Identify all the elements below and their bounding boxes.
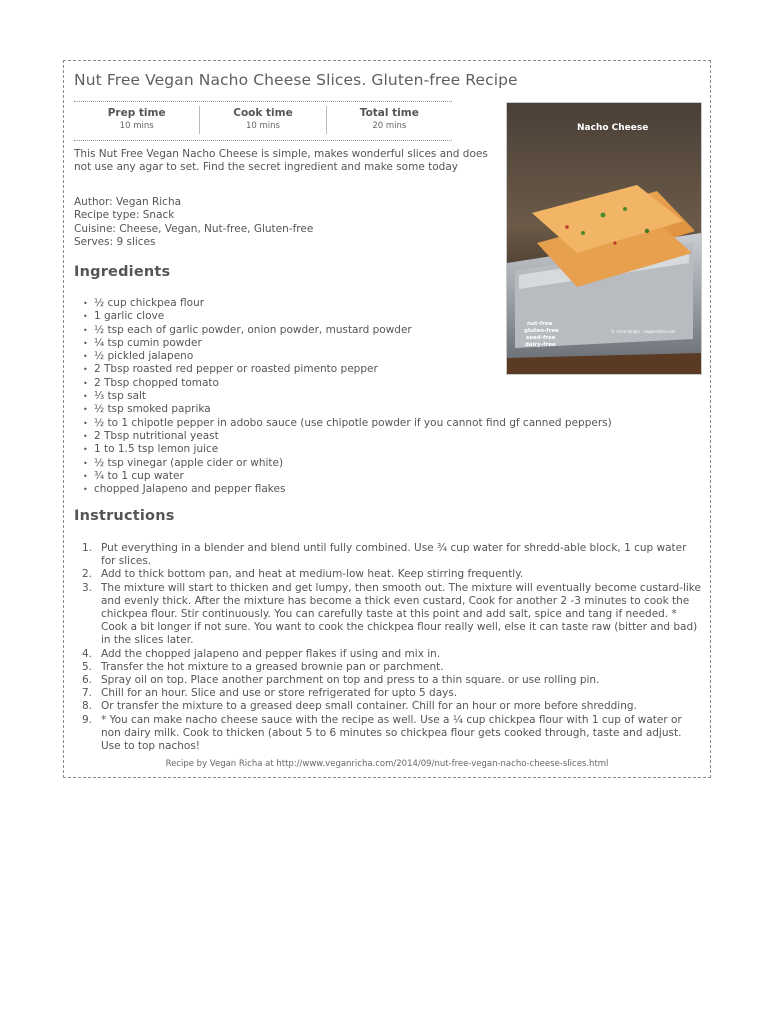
step-text: Or transfer the mixture to a greased deep small container. Chill for an hour or more before shredding. (101, 700, 637, 713)
ingredients-list (74, 297, 612, 496)
recipe-serves: Serves: 9 slices (74, 235, 156, 248)
instruction-step (74, 687, 704, 700)
recipe-card (63, 60, 711, 778)
recipe-times-table (74, 101, 452, 141)
photo-credit: © richa hingle · veganricha.com (611, 329, 676, 334)
step-text: Transfer the hot mixture to a greased brownie pan or parchment. (101, 660, 444, 673)
instruction-step (74, 542, 704, 568)
recipe-author: Author: Vegan Richa (74, 196, 182, 208)
photo-tag: seed-free (526, 335, 556, 341)
step-text: Put everything in a blender and blend until fully combined. Use ¾ cup water for shredd-able block, 1 cup water for slices. (101, 542, 687, 568)
instruction-step (74, 568, 704, 581)
ingredient-item: • 2 Tbsp roasted red pepper or roasted pimento pepper (74, 363, 612, 376)
recipe-meta (74, 196, 313, 249)
ingredient-item: • 1 to 1.5 tsp lemon juice (74, 443, 612, 456)
instruction-step (74, 582, 704, 648)
cook-time-label: Cook time (233, 107, 293, 119)
ingredient-item: • ⅓ tsp salt (74, 390, 612, 403)
recipe-title: Nut Free Vegan Nacho Cheese Slices. Gluten-free Recipe (74, 71, 518, 89)
step-text: * You can make nacho cheese sauce with the recipe as well. Use a ¼ cup chickpea flour with 1 cup of water or non dairy milk. Cook to thicken (about 5 to 6 minutes so chickpea flour gets cooked through, taste and adjust. Use to top nachos! (101, 713, 682, 753)
photo-tag: gluten-free (524, 328, 559, 334)
instructions-heading: Instructions (74, 508, 175, 524)
recipe-footer-credit: Recipe by Vegan Richa at http://www.veganricha.com/2014/09/nut-free-vegan-nacho-cheese-slices.html (165, 759, 609, 769)
step-number: 6. (82, 674, 93, 687)
photo-tag: nut-free (527, 321, 553, 327)
ingredient-item: • ½ cup chickpea flour (74, 297, 612, 310)
cook-time-value: 10 mins (246, 121, 280, 131)
prep-time-label: Prep time (107, 107, 166, 119)
ingredient-item: • ½ to 1 chipotle pepper in adobo sauce (use chipotle powder if you cannot find gf canned peppers) (74, 417, 612, 430)
ingredient-item: • ¾ to 1 cup water (74, 470, 612, 483)
cook-time (199, 106, 325, 134)
instruction-step (74, 714, 704, 754)
total-time-value: 20 mins (372, 121, 407, 131)
recipe-cuisine: Cuisine: Cheese, Vegan, Nut-free, Gluten-free (74, 222, 314, 235)
instruction-step (74, 661, 704, 674)
total-time (326, 106, 452, 134)
step-number: 1. (82, 542, 93, 554)
photo-caption-title: Nacho Cheese (577, 123, 649, 133)
ingredient-item: • ½ tsp smoked paprika (74, 403, 612, 416)
step-number: 7. (82, 687, 93, 700)
step-number: 2. (82, 568, 93, 581)
ingredient-item: • 1 garlic clove (74, 310, 612, 323)
ingredients-heading: Ingredients (74, 264, 171, 280)
prep-time (74, 102, 199, 140)
step-number: 4. (82, 647, 93, 660)
step-number: 3. (82, 581, 93, 594)
photo-tag: dairy-free (525, 342, 556, 348)
ingredient-item: • 2 Tbsp nutritional yeast (74, 430, 612, 443)
step-text: Spray oil on top. Place another parchment on top and press to a thin square. or use rolling pin. (101, 674, 600, 687)
instruction-step (74, 674, 704, 687)
ingredient-item: • ½ pickled jalapeno (74, 350, 612, 363)
instructions-list (74, 542, 704, 753)
step-number: 8. (82, 700, 93, 713)
prep-time-value: 10 mins (119, 121, 154, 131)
step-text: The mixture will start to thicken and get lumpy, then smooth out. The mixture will eventually become custard-like and evenly thick. After the mixture has become a thick even custard, Cook for another 2 -3 minutes to cook the chickpea flour. Stir continuously. You can carefully taste at this point and add salt, spice and tang if needed. * Cook a bit longer if not sure. You want to cook the chickpea flour really well, else it can taste raw (bitter and bad) in the slices later. (101, 581, 701, 647)
ingredient-item: • ¼ tsp cumin powder (74, 337, 612, 350)
ingredient-item: • ½ tsp vinegar (apple cider or white) (74, 457, 612, 470)
step-text: Add the chopped jalapeno and pepper flakes if using and mix in. (101, 647, 441, 660)
step-number: 5. (82, 660, 93, 673)
instruction-step (74, 648, 704, 661)
step-text: Add to thick bottom pan, and heat at medium-low heat. Keep stirring frequently. (101, 568, 524, 581)
ingredient-item: • ½ tsp each of garlic powder, onion powder, mustard powder (74, 324, 612, 337)
recipe-type: Recipe type: Snack (74, 209, 175, 222)
instruction-step (74, 700, 704, 713)
ingredient-item: • chopped Jalapeno and pepper flakes (74, 483, 612, 496)
step-number: 9. (82, 713, 93, 726)
recipe-description: This Nut Free Vegan Nacho Cheese is simple, makes wonderful slices and does not use any agar to set. Find the secret ingredient and make some today (74, 148, 488, 174)
total-time-label: Total time (359, 107, 419, 119)
step-text: Chill for an hour. Slice and use or store refrigerated for upto 5 days. (101, 687, 458, 700)
ingredient-item: • 2 Tbsp chopped tomato (74, 377, 612, 390)
